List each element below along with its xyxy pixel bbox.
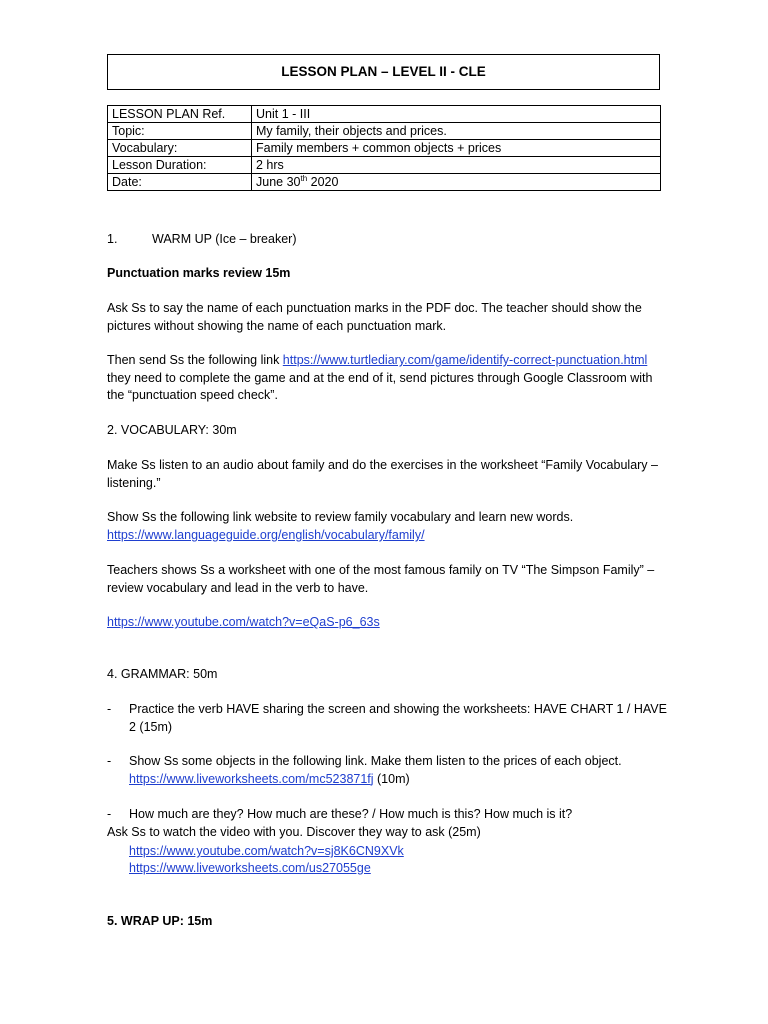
grammar-instruction: Ask Ss to watch the video with you. Discover they way to ask (25m) [107,825,481,839]
table-row [108,174,661,191]
wrapup-heading: 5. WRAP UP: 15m [107,914,213,928]
list-item [107,806,667,824]
list-item-text: How much are they? How much are these? / How much is this? How much is it? [129,807,573,821]
warmup-paragraph-2 [107,352,667,405]
table-row [108,123,661,140]
table-row [108,140,661,157]
date-text: June 30 [256,175,301,189]
vocabulary-paragraph-1: Make Ss listen to an audio about family and do the exercises in the worksheet “Family Vocabulary – listening.” [107,458,658,490]
list-item [107,753,667,788]
table-cell-key: Topic: [108,123,252,140]
youtube-simpson-link[interactable]: https://www.youtube.com/watch?v=eQaS-p6_63s [107,615,380,629]
vocabulary-paragraph-3: Teachers shows Ss a worksheet with one of the most famous family on TV “The Simpson Family” – review vocabulary and lead in the verb to have. [107,563,655,595]
duration-text: (10m) [373,771,410,786]
vocabulary-link-line [107,527,667,545]
turtlediary-link[interactable]: https://www.turtlediary.com/game/identify-correct-punctuation.html [282,353,648,367]
page-title: LESSON PLAN – LEVEL II - CLE [107,54,660,90]
list-item-body [129,753,667,788]
list-item-text: Practice the verb HAVE sharing the screen and showing the worksheets: HAVE CHART 1 / HAVE 2 (15m) [129,702,667,734]
languageguide-link[interactable]: https://www.languageguide.org/english/vocabulary/family/ [107,528,425,542]
date-year: 2020 [307,175,339,189]
table-cell-key: LESSON PLAN Ref. [108,106,252,123]
youtube-link-line [107,614,667,632]
table-cell-key: Vocabulary: [108,140,252,157]
liveworksheets-link-2[interactable]: https://www.liveworksheets.com/us27055ge [129,861,371,875]
vocabulary-paragraph-2: Show Ss the following link website to review family vocabulary and learn new words. [107,510,574,524]
lesson-info-table [107,105,661,191]
paragraph-text: Then send Ss the following link [107,353,283,367]
warmup-subheading: Punctuation marks review 15m [107,266,291,280]
list-item-link-line [129,771,667,789]
section-number: 1. [107,232,118,246]
list-dash: - [107,702,112,716]
table-cell-value: Unit 1 - III [252,106,661,123]
link-line [129,843,689,861]
warmup-paragraph-1: Ask Ss to say the name of each punctuation marks in the PDF doc. The teacher should show the pictures without showing the name of each punctuation mark. [107,301,642,333]
list-item-text: Show Ss some objects in the following link. Make them listen to the prices of each object. [129,754,622,768]
liveworksheets-link-1[interactable]: https://www.liveworksheets.com/mc523871fj [129,771,374,786]
table-cell-value: My family, their objects and prices. [252,123,661,140]
table-cell-value [252,174,661,191]
table-row [108,157,661,174]
table-row [108,106,661,123]
warmup-heading: WARM UP (Ice – breaker) [152,232,297,246]
vocabulary-heading: 2. VOCABULARY: 30m [107,423,237,437]
table-cell-key: Date: [108,174,252,191]
list-item [107,701,667,736]
grammar-heading: 4. GRAMMAR: 50m [107,667,218,681]
date-superscript: th [300,173,308,183]
table-cell-key: Lesson Duration: [108,157,252,174]
list-dash: - [107,754,112,768]
link-line [129,860,689,878]
table-cell-value: 2 hrs [252,157,661,174]
table-cell-value: Family members + common objects + prices [252,140,661,157]
paragraph-text: they need to complete the game and at the end of it, send pictures through Google Classroom with the “punctuation speed check”. [107,370,653,402]
list-dash: - [107,807,112,821]
youtube-link[interactable]: https://www.youtube.com/watch?v=sj8K6CN9XVk [129,844,404,858]
